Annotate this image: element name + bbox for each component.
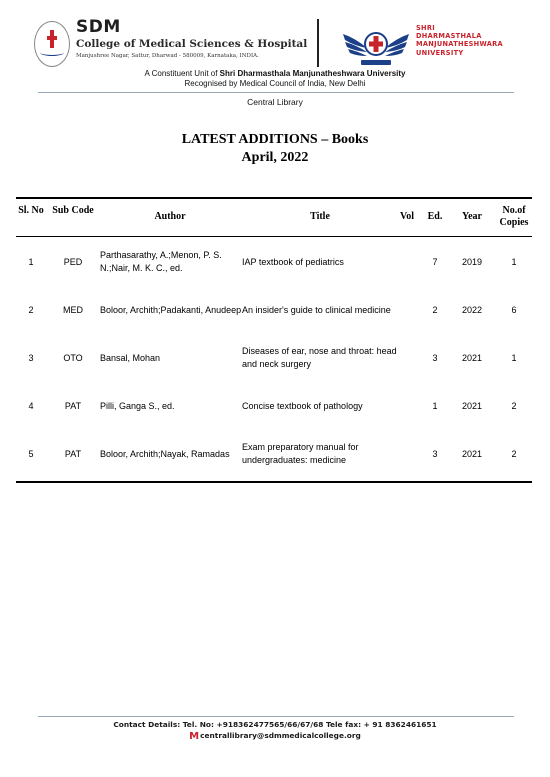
- col-header-year: Year: [462, 211, 482, 222]
- document-subtitle: April, 2022: [241, 150, 309, 165]
- col-header-title: Title: [310, 211, 330, 222]
- recognition-line: Recognised by Medical Council of India, New Delhi: [184, 79, 366, 88]
- col-header-vol: Vol: [399, 211, 415, 222]
- brand-main: SDM: [76, 17, 121, 37]
- col-header-sub-code: Sub Code: [52, 205, 94, 216]
- college-name: College of Medical Sciences & Hospital: [76, 38, 308, 50]
- header-divider: [317, 19, 319, 67]
- email-line: [0, 731, 550, 742]
- table-row: 1 PED Parthasarathy, A.;Menon, P. S. N.;Nair, M. K. C., ed. IAP textbook of pediatrics 7 2019 1: [28, 250, 517, 273]
- table-row: 5 PAT Boloor, Archith;Nayak, Ramadas Exam preparatory manual for undergraduates: medicine 3 2021 2: [28, 442, 517, 465]
- letterhead: [34, 18, 516, 70]
- col-header-ed: Ed.: [427, 211, 443, 222]
- college-name-block: [76, 18, 307, 61]
- col-header-sl-no: Sl. No: [18, 205, 44, 216]
- college-seal-logo: [34, 21, 70, 67]
- university-emblem-icon: [341, 24, 411, 68]
- table-row: 3 OTO Bansal, Mohan Diseases of ear, nose and throat: head and neck surgery 3 2021 1: [28, 346, 517, 369]
- header-rule: [38, 92, 514, 93]
- col-header-author: Author: [154, 211, 186, 222]
- university-name: SHRI DHARMASTHALA MANJUNATHESHWARA UNIVERSITY: [416, 24, 503, 57]
- mail-icon: M: [189, 731, 200, 742]
- section-label: Central Library: [247, 97, 303, 107]
- constituent-line: A Constituent Unit of Shri Dharmasthala Manjunatheshwara University: [144, 69, 406, 78]
- contact-details: Contact Details: Tel. No: +918362477565/66/67/68 Tele fax: + 91 8362461651: [113, 720, 437, 729]
- college-address: Manjushree Nagar, Sattur, Dharwad - 580009, Karnataka, INDIA.: [76, 53, 259, 59]
- email-address[interactable]: centrallibrary@sdmmedicalcollege.org: [200, 731, 361, 740]
- document-title: LATEST ADDITIONS – Books: [181, 132, 369, 147]
- table-row: 4 PAT Pilli, Ganga S., ed. Concise textbook of pathology 1 2021 2: [28, 400, 517, 411]
- red-cross-icon: [47, 30, 57, 48]
- table-row: 2 MED Boloor, Archith;Padakanti, Anudeep An insider's guide to clinical medicine 2 2022 6: [28, 304, 517, 315]
- col-header-copies: No.of Copies: [499, 205, 529, 228]
- footer-rule: [38, 716, 514, 717]
